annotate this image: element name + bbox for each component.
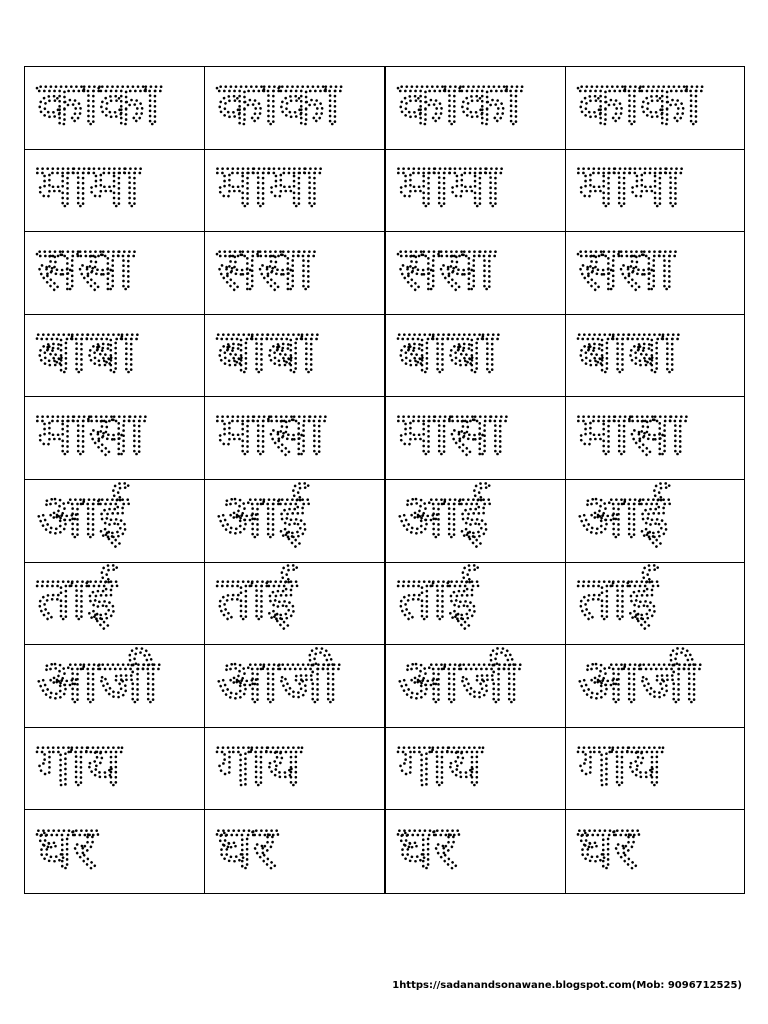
- trace-cell: [566, 810, 744, 893]
- dotted-word: [35, 68, 195, 148]
- trace-cell: [25, 67, 205, 150]
- trace-cell: [205, 728, 386, 811]
- dotted-word: [215, 563, 375, 643]
- dotted-word-text: मामा: [217, 151, 320, 222]
- dotted-word-text: ससा: [578, 233, 675, 304]
- dotted-word: [215, 150, 375, 230]
- dotted-word: [215, 316, 375, 396]
- trace-cell: [386, 645, 566, 728]
- trace-cell: [566, 397, 744, 480]
- dotted-word: [396, 68, 556, 148]
- trace-cell: [386, 315, 566, 398]
- dotted-word-text: गाय: [37, 729, 122, 800]
- dotted-word: [215, 812, 375, 892]
- dotted-word: [35, 563, 195, 643]
- trace-cell: [25, 810, 205, 893]
- trace-cell: [386, 397, 566, 480]
- dotted-word-text: आजी: [37, 646, 159, 717]
- dotted-word: [35, 481, 195, 561]
- dotted-word-text: ससा: [217, 233, 314, 304]
- dotted-word-text: ससा: [398, 233, 495, 304]
- dotted-word: [576, 150, 736, 230]
- trace-cell: [205, 563, 386, 646]
- dotted-word: [396, 150, 556, 230]
- dotted-word-text: ताई: [217, 564, 297, 635]
- dotted-word-text: घर: [37, 812, 97, 883]
- dotted-word: [35, 729, 195, 809]
- dotted-word: [576, 233, 736, 313]
- dotted-word: [576, 68, 736, 148]
- dotted-word: [35, 812, 195, 892]
- dotted-word-text: गाय: [398, 729, 483, 800]
- dotted-word-text: काका: [217, 68, 341, 139]
- trace-cell: [386, 67, 566, 150]
- dotted-word-text: आई: [578, 481, 669, 552]
- dotted-word: [215, 646, 375, 726]
- dotted-word: [215, 233, 375, 313]
- trace-cell: [386, 810, 566, 893]
- dotted-word-text: आई: [217, 481, 308, 552]
- trace-cell: [205, 480, 386, 563]
- trace-cell: [566, 67, 744, 150]
- dotted-word-text: बाबा: [37, 316, 137, 387]
- trace-cell: [25, 728, 205, 811]
- trace-cell: [205, 232, 386, 315]
- dotted-word-text: मामा: [578, 151, 681, 222]
- dotted-word: [35, 316, 195, 396]
- dotted-word-text: मामा: [398, 151, 501, 222]
- trace-cell: [205, 645, 386, 728]
- dotted-word: [35, 150, 195, 230]
- dotted-word-text: आजी: [398, 646, 520, 717]
- trace-cell: [386, 480, 566, 563]
- dotted-word-text: ताई: [398, 564, 478, 635]
- dotted-word-text: आजी: [578, 646, 700, 717]
- dotted-word-text: आई: [37, 481, 128, 552]
- dotted-word-text: मासा: [37, 399, 145, 470]
- dotted-word: [215, 729, 375, 809]
- trace-cell: [25, 232, 205, 315]
- dotted-word: [396, 233, 556, 313]
- dotted-word: [215, 481, 375, 561]
- dotted-word-text: घर: [578, 812, 638, 883]
- dotted-word: [576, 729, 736, 809]
- dotted-word: [576, 563, 736, 643]
- dotted-word-text: घर: [398, 812, 458, 883]
- dotted-word-text: मासा: [398, 399, 506, 470]
- trace-cell: [25, 315, 205, 398]
- dotted-word: [396, 481, 556, 561]
- footer-url: 1https://sadanandsonawane.blogspot.com(Mob: 9096712525): [392, 980, 742, 991]
- trace-cell: [566, 150, 744, 233]
- trace-cell: [205, 315, 386, 398]
- dotted-word: [576, 398, 736, 478]
- dotted-word: [576, 481, 736, 561]
- trace-cell: [566, 645, 744, 728]
- trace-cell: [25, 480, 205, 563]
- dotted-word: [35, 233, 195, 313]
- dotted-word: [396, 646, 556, 726]
- trace-cell: [205, 810, 386, 893]
- dotted-word: [576, 646, 736, 726]
- trace-cell: [25, 397, 205, 480]
- dotted-word: [576, 316, 736, 396]
- trace-cell: [566, 480, 744, 563]
- tracing-grid: [24, 66, 745, 894]
- dotted-word-text: गाय: [217, 729, 302, 800]
- trace-cell: [25, 645, 205, 728]
- dotted-word: [396, 729, 556, 809]
- dotted-word-text: काका: [37, 68, 161, 139]
- dotted-word-text: काका: [398, 68, 522, 139]
- dotted-word-text: ससा: [37, 233, 134, 304]
- dotted-word-text: काका: [578, 68, 702, 139]
- trace-cell: [205, 67, 386, 150]
- dotted-word: [576, 812, 736, 892]
- dotted-word-text: मासा: [578, 399, 686, 470]
- dotted-word: [215, 68, 375, 148]
- trace-cell: [566, 232, 744, 315]
- trace-cell: [386, 150, 566, 233]
- trace-cell: [25, 563, 205, 646]
- dotted-word-text: मामा: [37, 151, 140, 222]
- dotted-word-text: गाय: [578, 729, 663, 800]
- dotted-word-text: ताई: [37, 564, 117, 635]
- trace-cell: [25, 150, 205, 233]
- dotted-word: [35, 646, 195, 726]
- dotted-word-text: मासा: [217, 399, 325, 470]
- trace-cell: [386, 728, 566, 811]
- dotted-word: [35, 398, 195, 478]
- trace-cell: [386, 563, 566, 646]
- trace-cell: [566, 563, 744, 646]
- dotted-word-text: ताई: [578, 564, 658, 635]
- dotted-word-text: बाबा: [217, 316, 317, 387]
- trace-cell: [205, 150, 386, 233]
- dotted-word: [396, 398, 556, 478]
- trace-cell: [205, 397, 386, 480]
- trace-cell: [386, 232, 566, 315]
- dotted-word-text: घर: [217, 812, 277, 883]
- trace-cell: [566, 728, 744, 811]
- dotted-word-text: बाबा: [578, 316, 678, 387]
- dotted-word: [396, 563, 556, 643]
- dotted-word: [215, 398, 375, 478]
- dotted-word: [396, 812, 556, 892]
- dotted-word-text: आजी: [217, 646, 339, 717]
- trace-cell: [566, 315, 744, 398]
- dotted-word: [396, 316, 556, 396]
- dotted-word-text: आई: [398, 481, 489, 552]
- dotted-word-text: बाबा: [398, 316, 498, 387]
